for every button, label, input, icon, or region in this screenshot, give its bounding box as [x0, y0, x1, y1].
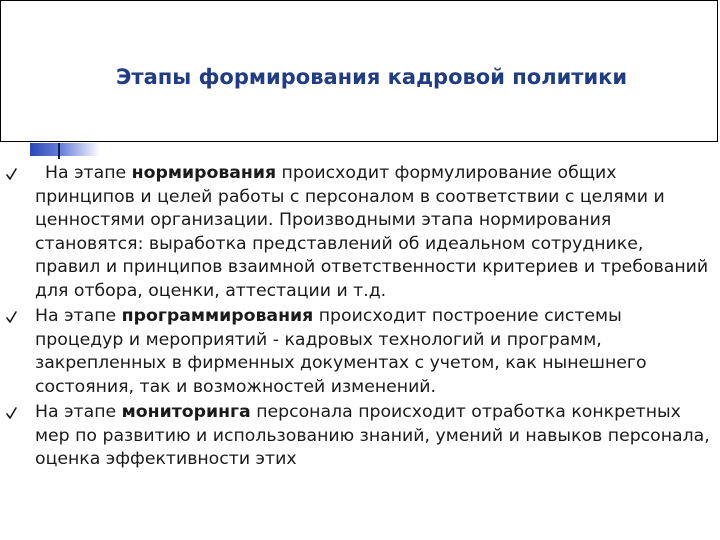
- checkmark-icon: [6, 407, 17, 419]
- bullet-text: происходит построение системы процедур и мероприятий - кадровых технологий и программ, закрепленных в фирменных документах с учетом, как нынешнего состояния, так и возможностей изменений.: [35, 306, 647, 397]
- checkmark-icon: [6, 311, 17, 323]
- bullet-item-programmirovanie: [0, 305, 720, 399]
- bullet-text: происходит формулирование общих принципов и целей работы с персоналом в соответствии с целями и ценностями организации. Производными этапа нормирования становятся: выработка представлений об идеальном сотруднике, правил и принципов взаимной ответственности критериев и требований для отбора, оценки, аттестации и т.д.: [35, 163, 709, 301]
- bullet-text: персонала происходит отработка конкретных мер по развитию и использованию знаний, умений и навыков персонала, оценка эффективности этих: [35, 402, 710, 469]
- bullet-prefix: На этапе: [35, 402, 122, 422]
- bullet-prefix: На этапе: [35, 306, 122, 326]
- checkmark-icon: [6, 168, 17, 180]
- accent-bar: [30, 143, 100, 156]
- bullet-item-normirovanie: [0, 162, 720, 303]
- accent-tick: [58, 143, 60, 159]
- bullet-prefix: На этапе: [45, 163, 132, 183]
- bullet-keyword: мониторинга: [121, 402, 251, 422]
- title-box: [0, 0, 718, 142]
- bullet-list: [0, 162, 720, 472]
- bullet-keyword: программирования: [121, 306, 314, 326]
- bullet-item-monitoring: [0, 401, 720, 472]
- slide-title: Этапы формирования кадровой политики: [116, 65, 628, 89]
- bullet-keyword: нормирования: [131, 163, 277, 183]
